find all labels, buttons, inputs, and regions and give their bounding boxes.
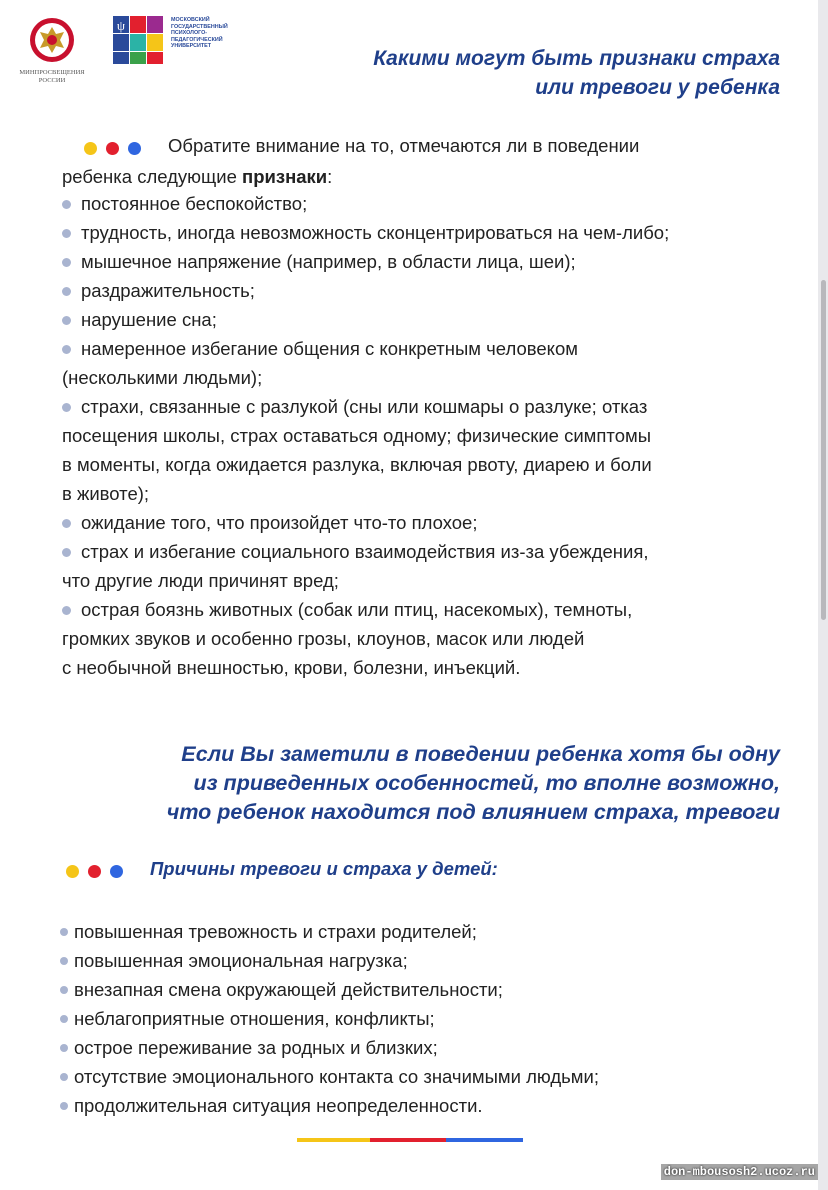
- bullet-icon: [62, 548, 71, 557]
- sign-item-text: трудность, иногда невозможность сконцентрироваться на чем-либо;: [81, 222, 670, 243]
- scrollbar[interactable]: [821, 280, 826, 620]
- cause-item: [60, 946, 800, 975]
- cause-item: [60, 917, 800, 946]
- color-dots-icon: [66, 859, 132, 881]
- bullet-icon: [60, 928, 68, 936]
- page-title: [373, 44, 780, 102]
- yellow-dot-icon: [84, 142, 97, 155]
- highlight-line-3: что ребенок находится под влиянием страха, тревоги: [166, 800, 780, 824]
- sign-item-text: постоянное беспокойство;: [81, 193, 308, 214]
- divider-blue: [446, 1138, 523, 1142]
- causes-title: Причины тревоги и страха у детей:: [150, 858, 498, 879]
- bullet-icon: [60, 1044, 68, 1052]
- sign-item: [62, 508, 802, 537]
- sign-item-text: мышечное напряжение (например, в области лица, шеи);: [81, 251, 576, 272]
- sign-item: [62, 334, 802, 392]
- intro-paragraph: [62, 131, 802, 191]
- sign-item-text: страхи, связанные с разлукой (сны или кошмары о разлуке; отказ посещения школы, страх оставаться одному; физические симптомы в моменты, когда ожидается разлука, включая рвоту, диарею и боли в животе);: [62, 396, 652, 504]
- red-dot-icon: [88, 865, 101, 878]
- cause-item: [60, 975, 800, 1004]
- watermark: don-mbousosh2.ucoz.ru: [661, 1164, 818, 1180]
- sign-item-text: нарушение сна;: [81, 309, 217, 330]
- title-line-1: Какими могут быть признаки страха: [373, 47, 780, 70]
- cause-item-text: острое переживание за родных и близких;: [74, 1037, 438, 1058]
- bullet-icon: [62, 258, 71, 267]
- intro-line-1: [84, 131, 802, 162]
- cause-item-text: повышенная эмоциональная нагрузка;: [74, 950, 408, 971]
- intro-colon: :: [327, 165, 333, 187]
- mgppu-emblem-icon: [113, 16, 163, 68]
- signs-list: [62, 189, 802, 682]
- cause-item-text: продолжительная ситуация неопределенности.: [74, 1095, 483, 1116]
- sign-item: [62, 276, 802, 305]
- highlight-line-1: Если Вы заметили в поведении ребенка хотя бы одну: [181, 742, 780, 766]
- causes-list: [60, 917, 800, 1120]
- cause-item-text: внезапная смена окружающей действительности;: [74, 979, 503, 1000]
- bullet-icon: [62, 316, 71, 325]
- sign-item: [62, 218, 802, 247]
- cause-item: [60, 1004, 800, 1033]
- bullet-icon: [62, 519, 71, 528]
- red-dot-icon: [106, 142, 119, 155]
- color-dots-icon: [84, 133, 150, 162]
- intro-bold-word: признаки: [242, 165, 328, 187]
- bullet-icon: [60, 1073, 68, 1081]
- bullet-icon: [62, 606, 71, 615]
- divider-yellow: [297, 1138, 370, 1142]
- bullet-icon: [62, 200, 71, 209]
- blue-dot-icon: [128, 142, 141, 155]
- cause-item-text: отсутствие эмоционального контакта со значимыми людьми;: [74, 1066, 600, 1087]
- cause-item-text: повышенная тревожность и страхи родителей;: [74, 921, 477, 942]
- causes-heading: [66, 858, 498, 881]
- bullet-icon: [60, 1102, 68, 1110]
- sign-item: [62, 595, 802, 682]
- sign-item-text: острая боязнь животных (собак или птиц, насекомых), темноты, громких звуков и особенно грозы, клоунов, масок или людей с необычной внешностью, крови, болезни, инъекций.: [62, 599, 633, 678]
- yellow-dot-icon: [66, 865, 79, 878]
- sign-item-text: раздражительность;: [81, 280, 255, 301]
- intro-line-2: [62, 162, 802, 191]
- sign-item: [62, 247, 802, 276]
- cause-item-text: неблагоприятные отношения, конфликты;: [74, 1008, 435, 1029]
- minprosveshcheniya-caption: МИНПРОСВЕЩЕНИЯ РОССИИ: [19, 69, 85, 84]
- cause-item: [60, 1062, 800, 1091]
- sign-item: [62, 189, 802, 218]
- highlight-line-2: из приведенных особенностей, то вполне возможно,: [193, 771, 780, 795]
- bullet-icon: [60, 1015, 68, 1023]
- svg-text:ψ: ψ: [116, 18, 126, 33]
- minprosveshcheniya-logo: [12, 14, 92, 88]
- intro-text-2: ребенка следующие: [62, 165, 243, 187]
- title-line-2: или тревоги у ребенка: [535, 76, 780, 99]
- sign-item: [62, 305, 802, 334]
- sign-item-text: страх и избегание социального взаимодействия из-за убеждения, что другие люди причинят вред;: [62, 541, 649, 591]
- divider-red: [370, 1138, 446, 1142]
- highlight-paragraph: [167, 740, 780, 827]
- blue-dot-icon: [110, 865, 123, 878]
- bullet-icon: [62, 287, 71, 296]
- bullet-icon: [62, 229, 71, 238]
- bullet-icon: [60, 986, 68, 994]
- bullet-icon: [60, 957, 68, 965]
- mgppu-logo: [113, 16, 243, 72]
- sign-item-text: намеренное избегание общения с конкретным человеком (несколькими людьми);: [62, 338, 578, 388]
- mgppu-caption: МОСКОВСКИЙ ГОСУДАРСТВЕННЫЙ ПСИХОЛОГО- ПЕДАГОГИЧЕСКИЙ УНИВЕРСИТЕТ: [171, 17, 228, 50]
- intro-text-1: Обратите внимание на то, отмечаются ли в поведении: [168, 135, 640, 156]
- cause-item: [60, 1091, 800, 1120]
- cause-item: [60, 1033, 800, 1062]
- sign-item: [62, 537, 802, 595]
- bullet-icon: [62, 345, 71, 354]
- sign-item: [62, 392, 802, 508]
- eagle-emblem-icon: [26, 14, 78, 66]
- bullet-icon: [62, 403, 71, 412]
- sign-item-text: ожидание того, что произойдет что-то плохое;: [81, 512, 478, 533]
